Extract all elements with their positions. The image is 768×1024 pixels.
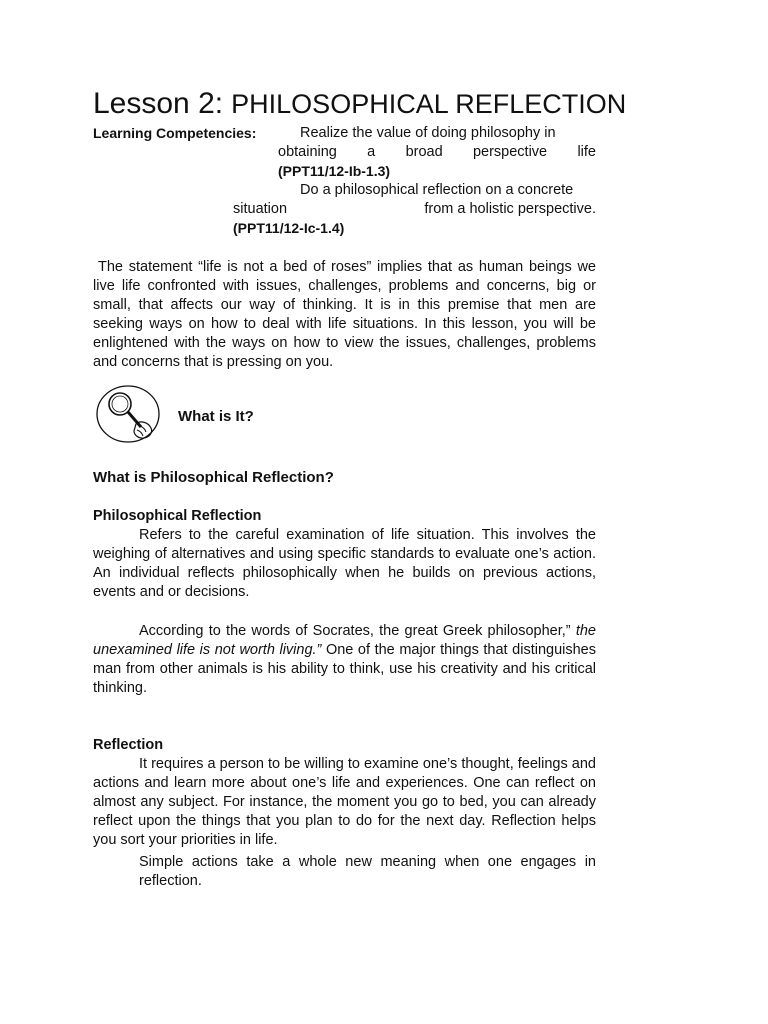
- competencies-label: Learning Competencies:: [93, 125, 257, 141]
- philosophical-reflection-heading: Philosophical Reflection: [93, 508, 262, 524]
- competency-1-line-2: [278, 143, 596, 162]
- reflection-heading: Reflection: [93, 737, 164, 753]
- philosophical-reflection-paragraph-2: [93, 622, 596, 698]
- reflection-text-1: It requires a person to be willing to examine one’s thought, feelings and actions and learn more about one’s life and experiences. One can reflect on almost any subject. For instance, the moment you go to bed, you can already reflect upon the things that you plan to do for the next day. Reflection helps you sort your priorities in life.: [93, 756, 596, 848]
- lesson-number: Lesson 2:: [93, 87, 224, 120]
- competency-1-code: (PPT11/12-Ib-1.3): [278, 163, 391, 179]
- reflection-text-2: Simple actions take a whole new meaning when one engages in reflection.: [139, 854, 596, 889]
- lesson-topic: PHILOSOPHICAL REFLECTION: [231, 89, 627, 119]
- what-is-it-heading: What is It?: [178, 408, 254, 425]
- competency-2-word: situation: [233, 201, 288, 217]
- competency-1-word: a: [367, 144, 376, 160]
- competency-1-word: obtaining: [278, 144, 337, 160]
- socrates-intro-text: According to the words of Socrates, the great Greek philosopher,”: [139, 623, 576, 639]
- magnifying-glass-icon: [96, 384, 162, 444]
- intro-paragraph: [93, 258, 596, 372]
- page-title: [93, 86, 693, 122]
- reflection-paragraph-1: [93, 755, 596, 850]
- competency-2-line-1: Do a philosophical reflection on a concrete: [300, 182, 574, 198]
- philosophical-reflection-text-1: Refers to the careful examination of life situation. This involves the weighing of alternatives and using specific standards to evaluate one’s action. An individual reflects philosophically when he builds on previous actions, events and or decisions.: [93, 527, 596, 600]
- competency-1-word: broad: [405, 144, 443, 160]
- competency-2-word: from a holistic perspective.: [424, 201, 596, 217]
- philosophical-reflection-paragraph-1: [93, 526, 596, 602]
- competency-1-word: life: [577, 144, 596, 160]
- competency-1-word: perspective: [472, 144, 548, 160]
- intro-text: The statement “life is not a bed of roses” implies that as human beings we live life confronted with issues, challenges, problems and concerns, big or small, that affects our way of thinking. It is in this premise that men are seeking ways on how to deal with life situations. In this lesson, you will be enlightened with the ways on how to view the issues, challenges, problems and concerns that is pressing on you.: [93, 259, 596, 370]
- competency-2-line-2: [233, 200, 596, 219]
- socrates-quote-paragraph: [93, 622, 596, 698]
- section-heading: What is Philosophical Reflection?: [93, 469, 334, 486]
- competency-1-line-1: Realize the value of doing philosophy in: [300, 125, 556, 141]
- competency-2-code: (PPT11/12-Ic-1.4): [233, 220, 345, 236]
- socrates-after-text: One of the major things that distinguishes man from other animals is his ability to think, use his creativity and his critical thinking.: [93, 642, 596, 696]
- socrates-quote: the unexamined life is not worth living.”: [93, 623, 596, 658]
- reflection-paragraph-2: [139, 853, 596, 891]
